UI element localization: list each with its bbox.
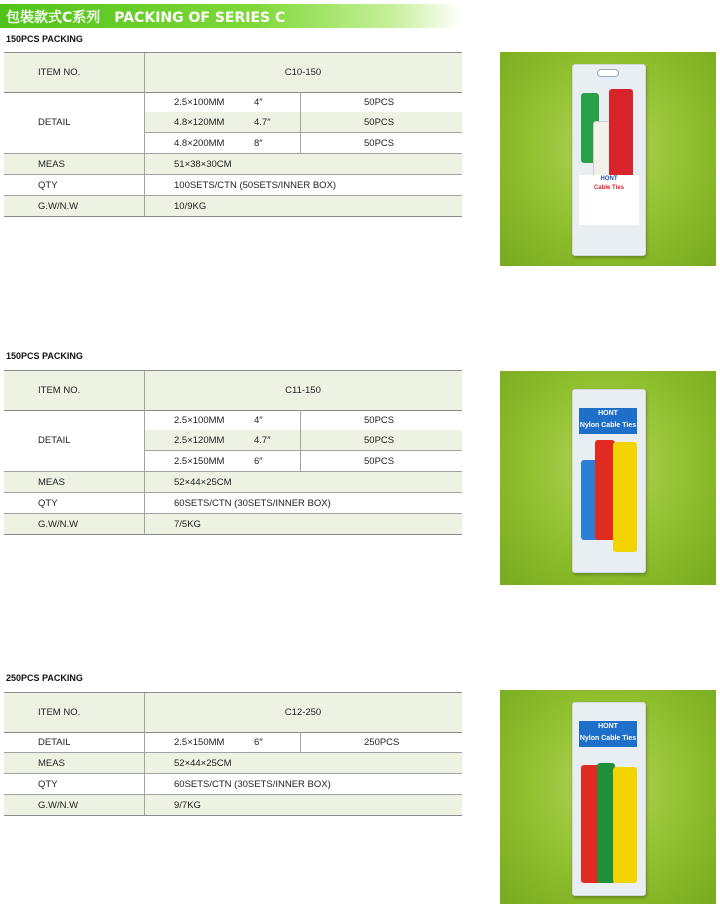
meas-row: [4, 153, 462, 174]
detail-line: [145, 410, 462, 431]
pcs-value: 250PCS: [364, 737, 400, 748]
detail-label: DETAIL: [38, 117, 71, 128]
weight-value: 10/9KG: [174, 200, 207, 212]
item-no-value: C11-150: [285, 385, 321, 396]
size-value: 2.5×100MM: [174, 415, 225, 426]
product-text: Nylon Cable Ties: [579, 422, 637, 429]
item-no-label: ITEM NO.: [38, 707, 81, 718]
qty-value: 100SETS/CTN (50SETS/INNER BOX): [174, 179, 337, 191]
section-label: 250PCS PACKING: [6, 673, 83, 683]
inch-value: 4.7″: [254, 435, 271, 446]
title-banner: [0, 4, 462, 28]
pcs-value: 50PCS: [364, 138, 395, 149]
pcs-value: 50PCS: [364, 435, 395, 446]
qty-row: [4, 492, 462, 513]
meas-row: [4, 471, 462, 492]
item-no-row: [4, 692, 462, 733]
detail-line: [145, 112, 462, 133]
weight-row: [4, 794, 462, 816]
size-value: 4.8×200MM: [174, 138, 225, 149]
brand-text: HONT: [598, 410, 618, 417]
size-value: 2.5×150MM: [174, 456, 225, 467]
detail-row: [4, 410, 462, 471]
qty-value: 60SETS/CTN (30SETS/INNER BOX): [174, 497, 331, 509]
qty-label: QTY: [38, 497, 58, 509]
product-text: Cable Ties: [594, 185, 624, 191]
product-photo: [500, 690, 716, 904]
detail-line: [145, 133, 462, 153]
item-no-value: C12-250: [284, 707, 322, 718]
package-card: [572, 389, 646, 573]
weight-value: 9/7KG: [174, 799, 201, 811]
item-no-label: ITEM NO.: [38, 385, 81, 396]
qty-label: QTY: [38, 778, 58, 790]
product-photo: [500, 52, 716, 266]
size-value: 4.8×120MM: [174, 117, 225, 128]
detail-line: [145, 430, 462, 451]
pcs-value: 50PCS: [364, 117, 395, 128]
detail-line: [145, 451, 462, 471]
weight-label: G.W/N.W: [38, 799, 79, 811]
inch-value: 4″: [254, 97, 263, 108]
qty-row: [4, 174, 462, 195]
meas-label: MEAS: [38, 158, 65, 170]
weight-value: 7/5KG: [174, 518, 201, 530]
size-value: 2.5×150MM: [174, 737, 225, 748]
detail-label: DETAIL: [38, 736, 71, 748]
item-no-label: ITEM NO.: [38, 67, 81, 78]
inch-value: 6″: [254, 456, 263, 467]
package-header: [579, 721, 637, 747]
section-label: 150PCS PACKING: [6, 351, 83, 361]
weight-label: G.W/N.W: [38, 200, 79, 212]
inch-value: 4″: [254, 415, 263, 426]
detail-row: [4, 92, 462, 153]
package-header: [579, 408, 637, 434]
product-text: Nylon Cable Ties: [579, 735, 637, 742]
inch-value: 8″: [254, 138, 263, 149]
qty-label: QTY: [38, 179, 58, 191]
pcs-value: 50PCS: [364, 456, 395, 467]
pcs-value: 50PCS: [364, 415, 395, 426]
meas-value: 52×44×25CM: [174, 476, 232, 488]
pcs-value: 50PCS: [364, 97, 395, 108]
meas-value: 52×44×25CM: [174, 757, 232, 769]
item-no-value: C10-150: [284, 67, 322, 78]
qty-value: 60SETS/CTN (30SETS/INNER BOX): [174, 778, 331, 790]
meas-label: MEAS: [38, 757, 65, 769]
weight-row: [4, 513, 462, 535]
detail-label: DETAIL: [38, 435, 71, 446]
qty-row: [4, 773, 462, 794]
size-value: 2.5×100MM: [174, 97, 225, 108]
section-label: 150PCS PACKING: [6, 34, 83, 44]
package-card: [572, 702, 646, 896]
weight-label: G.W/N.W: [38, 518, 79, 530]
size-value: 2.5×120MM: [174, 435, 225, 446]
meas-label: MEAS: [38, 476, 65, 488]
item-no-row: [4, 370, 462, 411]
weight-row: [4, 195, 462, 217]
product-photo: [500, 371, 716, 585]
page-title: 包裝款式C系列 PACKING OF SERIES C: [6, 10, 286, 26]
brand-text: HONT: [600, 176, 618, 182]
inch-value: 4.7″: [254, 117, 271, 128]
detail-row: [4, 732, 462, 752]
inch-value: 6″: [254, 737, 263, 748]
brand-text: HONT: [598, 723, 618, 730]
meas-value: 51×38×30CM: [174, 158, 232, 170]
meas-row: [4, 752, 462, 773]
item-no-row: [4, 52, 462, 93]
detail-line: [145, 92, 462, 113]
package-card: [572, 64, 646, 256]
package-label: [579, 175, 639, 225]
